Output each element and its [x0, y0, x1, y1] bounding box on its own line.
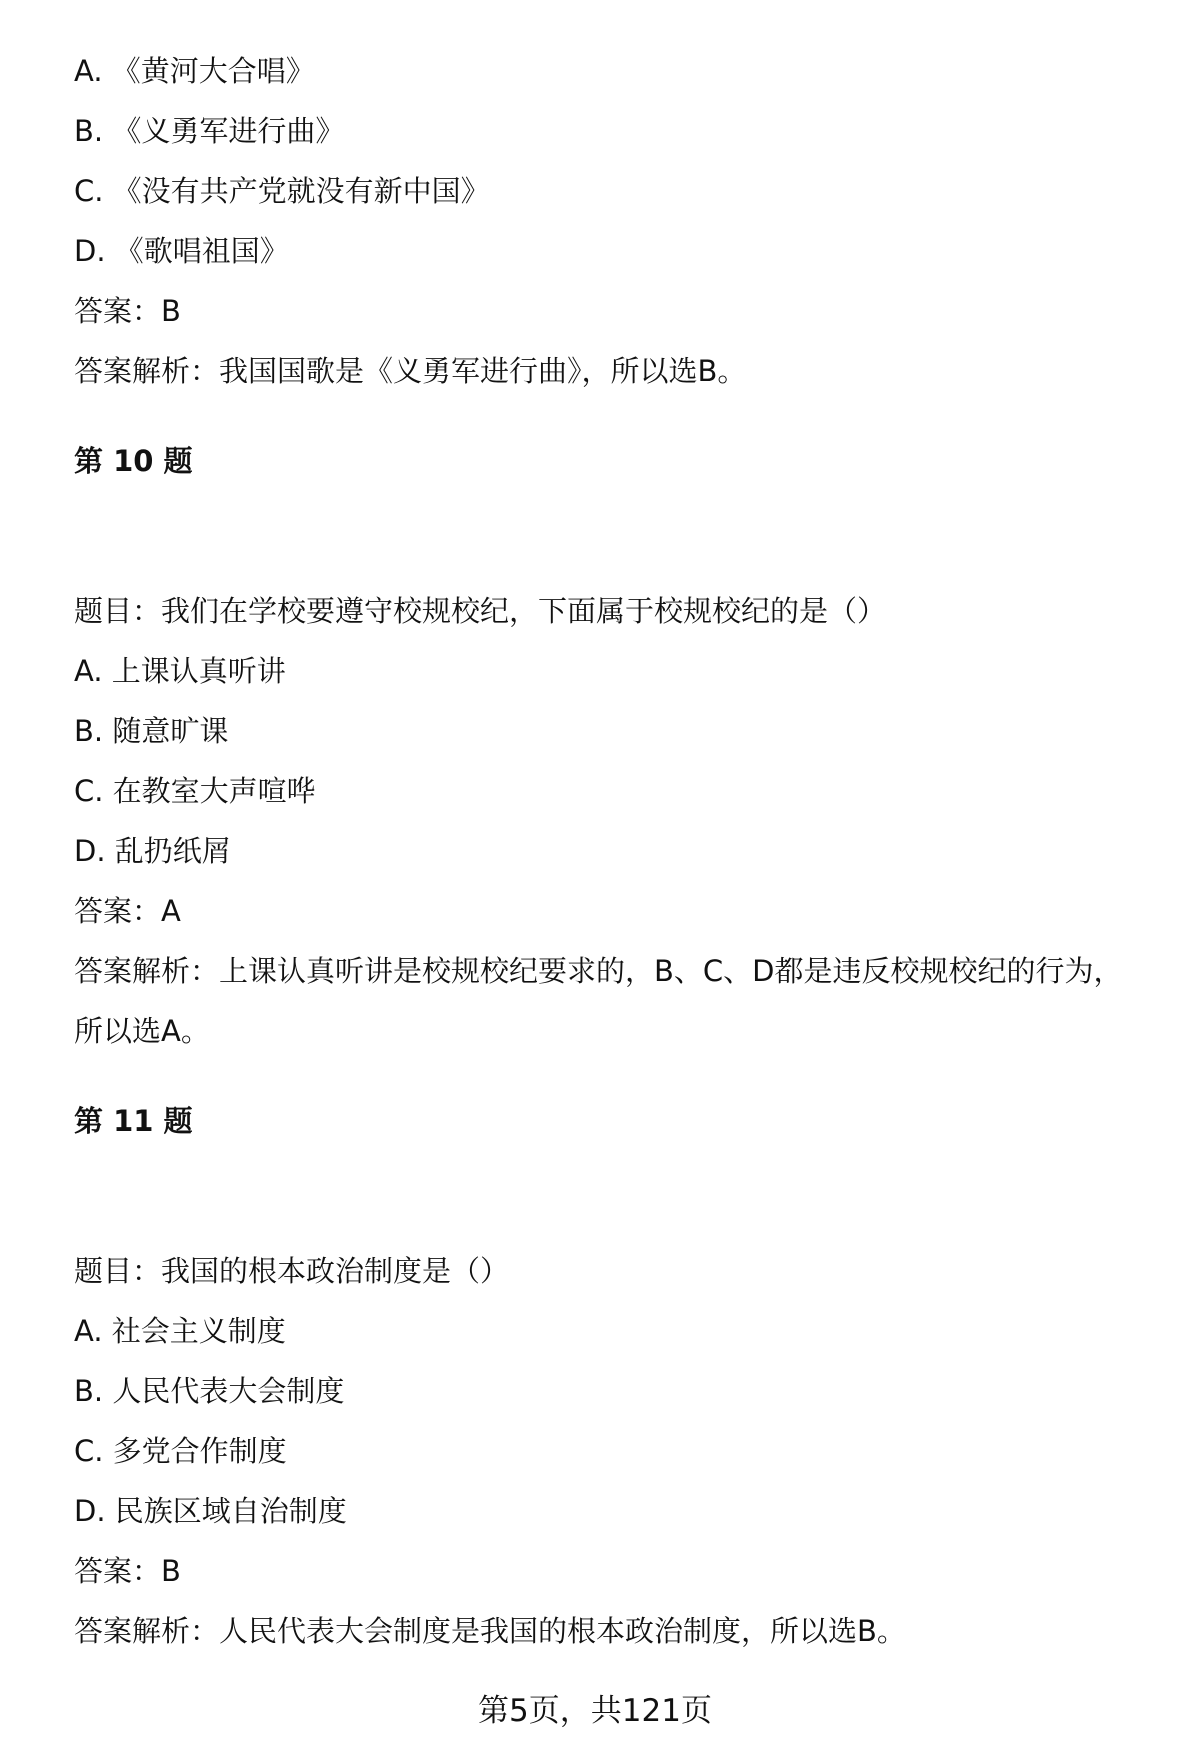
q11-answer: 答案：B [74, 1554, 181, 1588]
q10-heading: 第 10 题 [74, 444, 193, 478]
q10-option-d: D. 乱扔纸屑 [74, 834, 231, 868]
q10-explanation-line2: 所以选A。 [74, 1014, 210, 1048]
q9-option-a: A. 《黄河大合唱》 [74, 54, 315, 88]
q11-option-c: C. 多党合作制度 [74, 1434, 287, 1468]
q11-heading: 第 11 题 [74, 1104, 193, 1138]
q9-explanation: 答案解析：我国国歌是《义勇军进行曲》，所以选B。 [74, 354, 747, 388]
q10-explanation-line1: 答案解析：上课认真听讲是校规校纪要求的，B、C、D都是违反校规校纪的行为， [74, 954, 1123, 988]
q10-option-c: C. 在教室大声喧哗 [74, 774, 316, 808]
q11-option-b: B. 人民代表大会制度 [74, 1374, 345, 1408]
q10-option-a: A. 上课认真听讲 [74, 654, 286, 688]
q11-option-a: A. 社会主义制度 [74, 1314, 286, 1348]
q9-option-d: D. 《歌唱祖国》 [74, 234, 289, 268]
q10-answer: 答案：A [74, 894, 181, 928]
q9-option-c: C. 《没有共产党就没有新中国》 [74, 174, 490, 208]
q11-option-d: D. 民族区域自治制度 [74, 1494, 347, 1528]
q11-explanation: 答案解析：人民代表大会制度是我国的根本政治制度，所以选B。 [74, 1614, 906, 1648]
q10-question: 题目：我们在学校要遵守校规校纪，下面属于校规校纪的是（） [74, 594, 887, 628]
q9-option-b: B. 《义勇军进行曲》 [74, 114, 345, 148]
page-indicator: 第5页，共121页 [478, 1693, 712, 1729]
q9-answer: 答案：B [74, 294, 181, 328]
q11-question: 题目：我国的根本政治制度是（） [74, 1254, 510, 1288]
q10-option-b: B. 随意旷课 [74, 714, 229, 748]
